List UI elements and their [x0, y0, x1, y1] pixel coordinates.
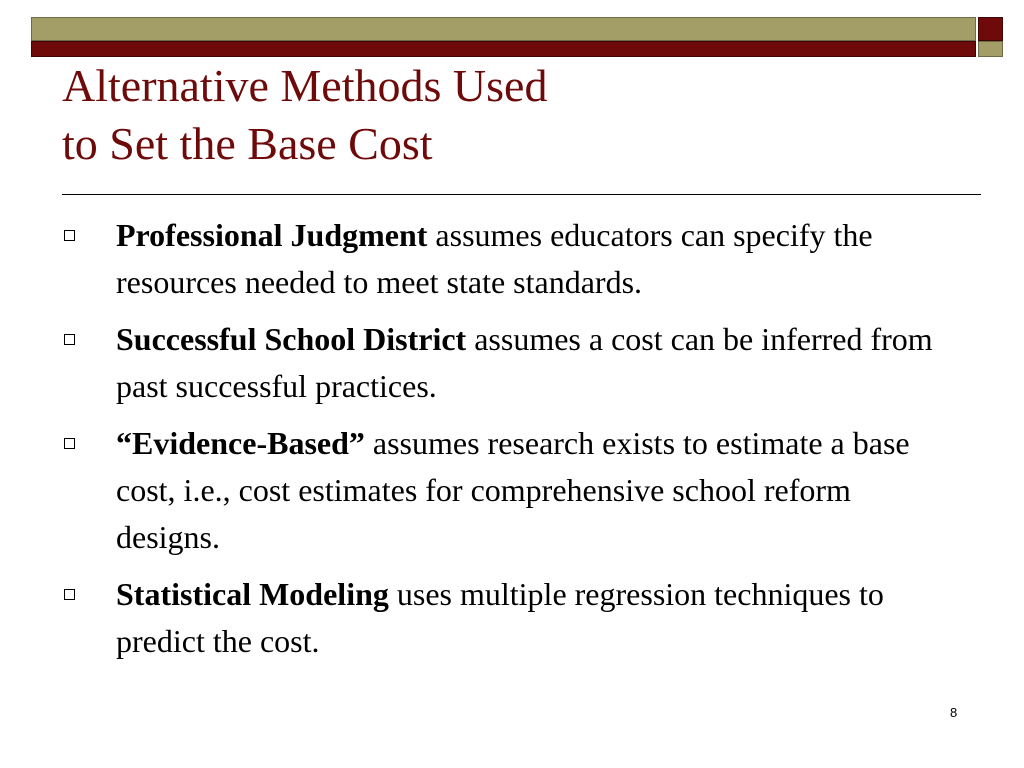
- title-divider: [62, 194, 981, 195]
- bullet-term: “Evidence-Based”: [116, 425, 365, 461]
- bullet-description: assumes research exists to estimate a base cost, i.e., cost estimates for comprehensive school reform designs.: [116, 425, 910, 555]
- slide-title: [62, 57, 547, 173]
- bullet-description: assumes educators can specify the resources needed to meet state standards.: [116, 217, 873, 300]
- bullet-term: Professional Judgment: [116, 217, 428, 253]
- bullet-item-evidence-based: [62, 420, 962, 561]
- header-maroon-bar: [31, 41, 976, 57]
- header-olive-square: [978, 41, 1003, 57]
- square-bullet-icon: [64, 230, 75, 241]
- square-bullet-icon: [64, 589, 75, 600]
- square-bullet-icon: [64, 438, 75, 449]
- square-bullet-icon: [64, 334, 75, 345]
- bullet-item-statistical-modeling: [62, 571, 962, 665]
- slide-title-line-2: to Set the Base Cost: [62, 118, 433, 169]
- bullet-list: [62, 212, 962, 675]
- bullet-description: assumes a cost can be inferred from past successful practices.: [116, 321, 933, 404]
- bullet-description: uses multiple regression techniques to predict the cost.: [116, 576, 884, 659]
- bullet-item-professional-judgment: [62, 212, 962, 306]
- page-number: 8: [950, 705, 958, 720]
- bullet-term: Successful School District: [116, 321, 467, 357]
- slide-title-line-1: Alternative Methods Used: [62, 60, 548, 111]
- bullet-item-successful-school-district: [62, 316, 962, 410]
- header-olive-bar: [31, 17, 976, 41]
- header-maroon-square: [978, 17, 1003, 41]
- bullet-term: Statistical Modeling: [116, 576, 389, 612]
